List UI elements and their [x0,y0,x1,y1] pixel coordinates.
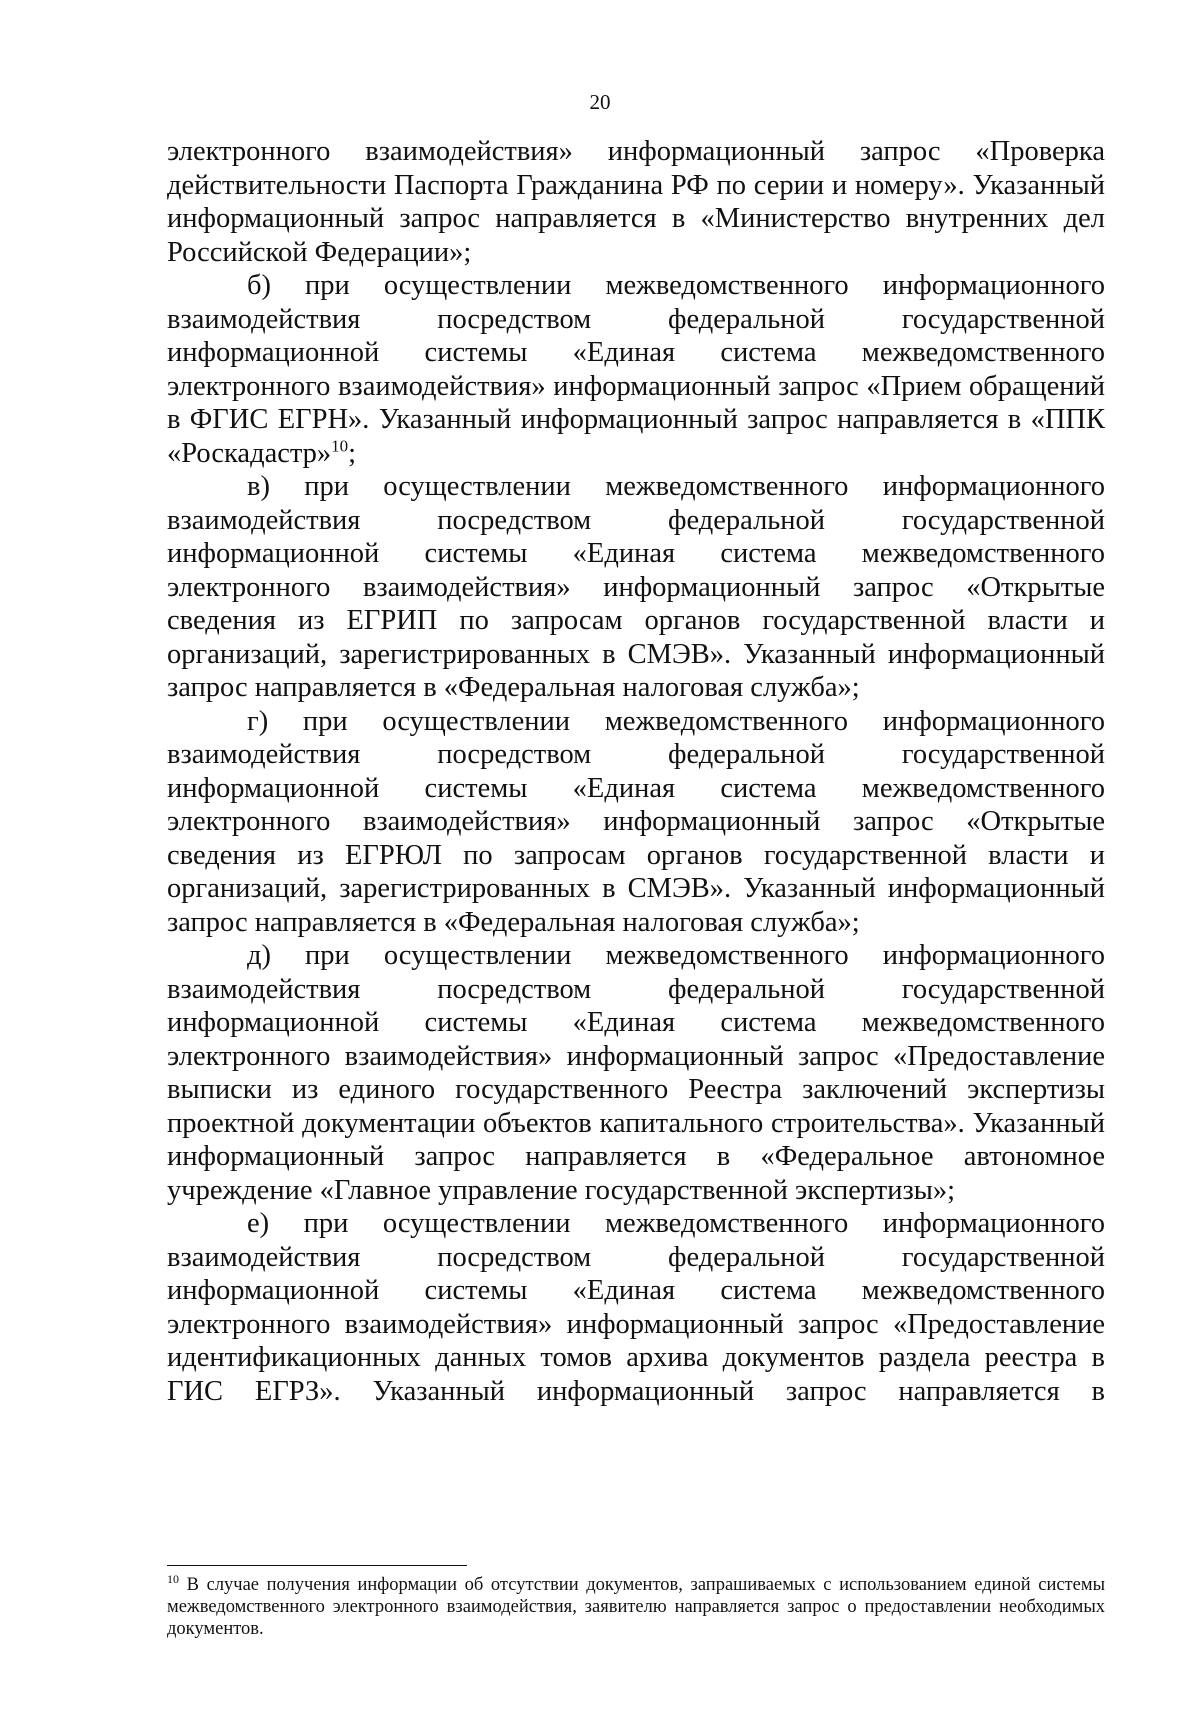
paragraph-item-b-text: б) при осуществлении межведомственного информационного взаимодействия посредством федеральной государственной информационной системы «Единая система межведомственного электронного взаимодействия» информационный запрос «Прием обращений в ФГИС ЕГРН». Указанный информационный запрос направляется в «ППК «Роскадастр» [167,270,1105,469]
paragraph-item-b [167,269,1105,470]
paragraph-item-d: д) при осуществлении межведомственного информационного взаимодействия посредством федеральной государственной информационной системы «Единая система межведомственного электронного взаимодействия» информационный запрос «Предоставление выписки из единого государственного Реестра заключений экспертизы проектной документации объектов капитального строительства». Указанный информационный запрос направляется в «Федеральное автономное учреждение «Главное управление государственной экспертизы»; [167,940,1105,1206]
paragraph-continuation: электронного взаимодействия» информационный запрос «Проверка действительности Паспорта Гражданина РФ по серии и номеру». Указанный информационный запрос направляется в «Министерство внутренних дел Российской Федерации»; [167,136,1105,268]
footnote-marker: 10 [167,1571,179,1586]
body-text [167,135,1105,1408]
footnote-text: В случае получения информации об отсутствии документов, запрашиваемых с использованием единой системы межведомственного электронного взаимодействия, заявителю направляется запрос о предоставлении необходимых документов. [167,1575,1105,1639]
paragraph-item-b-end: ; [348,437,357,469]
footnote-reference: 10 [331,436,349,455]
paragraph-item-v: в) при осуществлении межведомственного информационного взаимодействия посредством федеральной государственной информационной системы «Единая система межведомственного электронного взаимодействия» информационный запрос «Открытые сведения из ЕГРИП по запросам органов государственной власти и организаций, зарегистрированных в СМЭВ». Указанный информационный запрос направляется в «Федеральная налоговая служба»; [167,471,1105,703]
footnote [167,1571,1105,1640]
page-number: 20 [589,90,611,114]
footnote-divider [167,1565,467,1566]
paragraph-item-g: г) при осуществлении межведомственного информационного взаимодействия посредством федеральной государственной информационной системы «Единая система межведомственного электронного взаимодействия» информационный запрос «Открытые сведения из ЕГРЮЛ по запросам органов государственной власти и организаций, зарегистрированных в СМЭВ». Указанный информационный запрос направляется в «Федеральная налоговая служба»; [167,705,1105,938]
paragraph-item-e: е) при осуществлении межведомственного информационного взаимодействия посредством федеральной государственной информационной системы «Единая система межведомственного электронного взаимодействия» информационный запрос «Предоставление идентификационных данных томов архива документов раздела реестра в ГИС ЕГРЗ». Указанный информационный запрос направляется в [167,1208,1105,1407]
footnote-paragraph [167,1571,1105,1640]
